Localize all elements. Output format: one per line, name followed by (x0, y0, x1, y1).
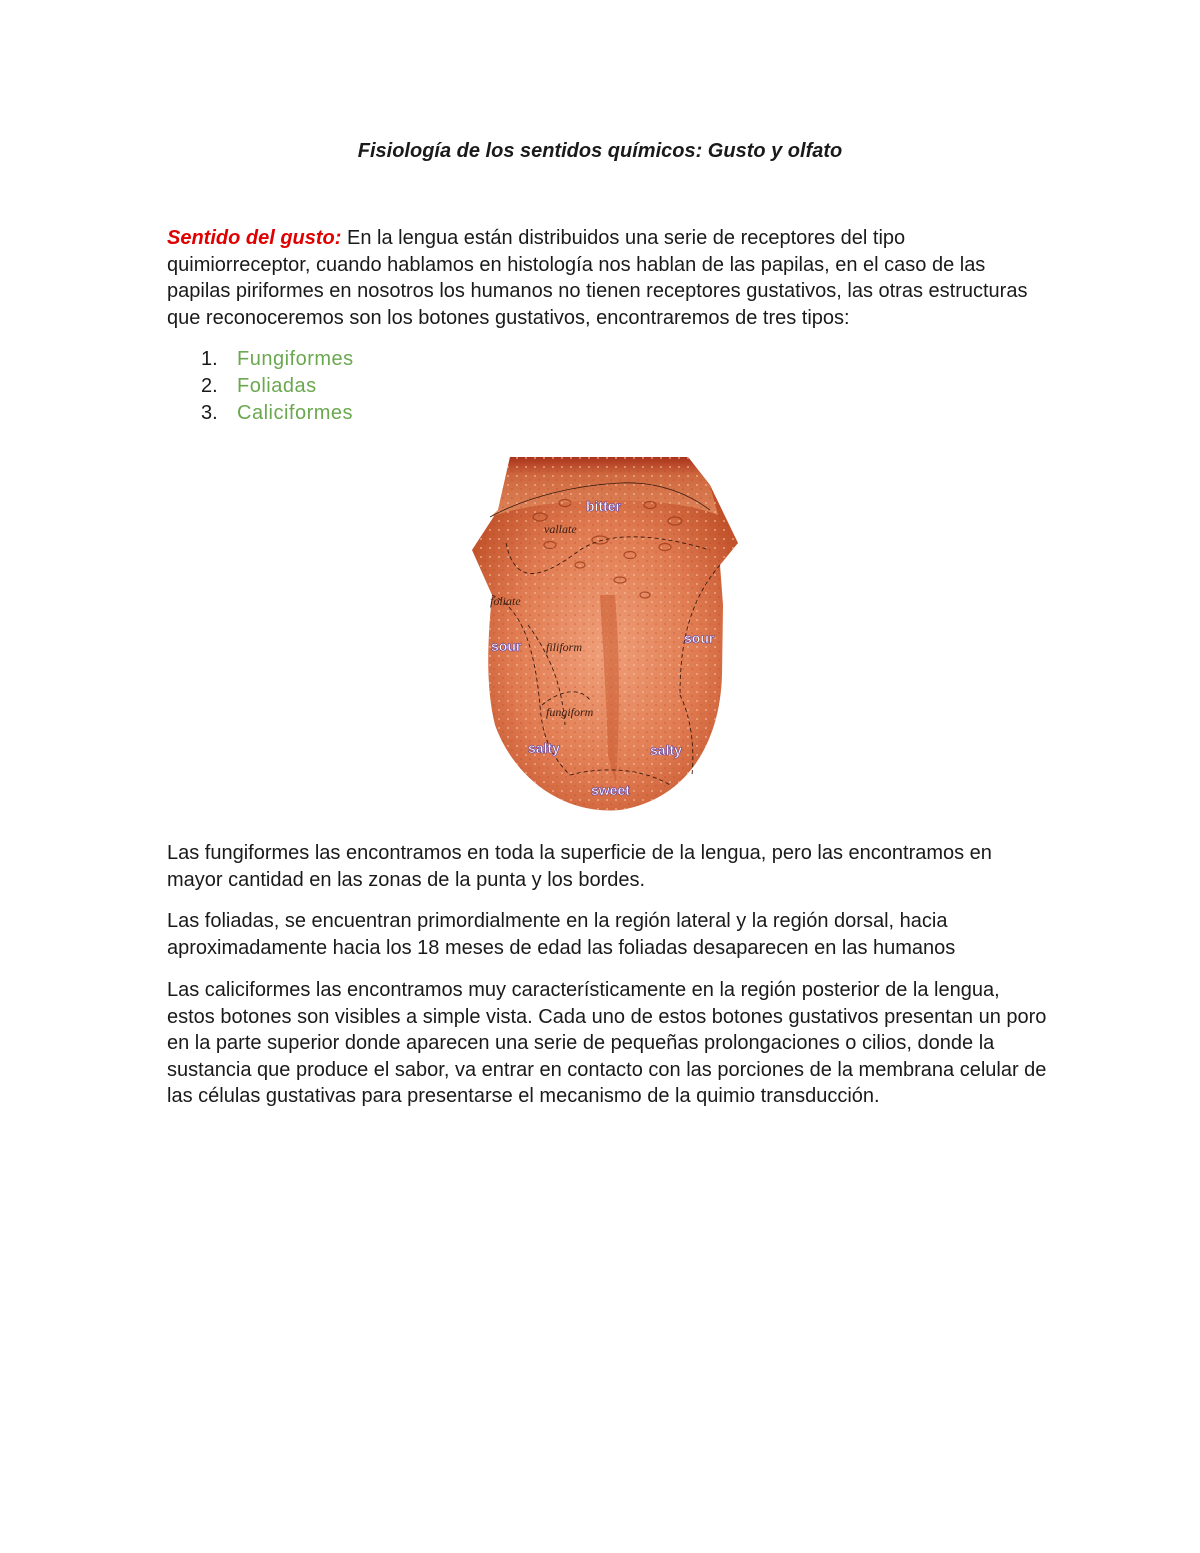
list-item (167, 373, 354, 400)
label-salty-left: salty (528, 740, 560, 756)
section-heading-gusto: Sentido del gusto: (167, 227, 342, 249)
label-foliate: foliate (490, 594, 521, 608)
papilla-type-list (167, 346, 354, 426)
list-number: 1. (201, 348, 218, 370)
label-bitter: bitter (586, 498, 621, 514)
list-item-foliadas: Foliadas (237, 374, 317, 397)
list-item-fungiformes: Fungiformes (237, 348, 354, 370)
tongue-illustration (470, 455, 742, 817)
paragraph-foliadas: Las foliadas, se encuentran primordialmente en la región lateral y la región dorsal, hacia aproximadamente hacia los 18 meses de edad las foliadas desaparecen en las humanos (167, 910, 956, 959)
label-sour-right: sour (684, 630, 715, 646)
paragraph-caliciformes: Las caliciformes las encontramos muy característicamente en la región posterior de la lengua, estos botones son visibles a simple vista. Cada uno de estos botones gustativos presentan un poro en la parte superior donde aparecen una serie de pequeñas prolongaciones o cilios, donde la sustancia que produce el sabor, va entrar en contacto con las porciones de la membrana celular de las células gustativas para presentarse el mecanismo de la quimio transducción. (167, 979, 1047, 1107)
label-filiform: filiform (546, 640, 583, 654)
label-sweet: sweet (591, 782, 630, 798)
document-title: Fisiología de los sentidos químicos: Gusto y olfato (357, 140, 843, 162)
tongue-taste-map-figure (470, 455, 742, 817)
list-item (167, 346, 354, 373)
label-fungiform: fungiform (546, 705, 594, 719)
list-number: 3. (201, 401, 218, 424)
label-vallate: vallate (544, 522, 577, 536)
list-number: 2. (201, 374, 218, 397)
paragraph-fungiformes: Las fungiformes las encontramos en toda la superficie de la lengua, pero las encontramos en mayor cantidad en las zonas de la punta y los bordes. (167, 842, 992, 891)
intro-text: En la lengua están distribuidos una serie de receptores del tipo quimiorreceptor, cuando hablamos en histología nos hablan de las papilas, en el caso de las papilas piriformes en nosotros los humanos no tienen receptores gustativos, las otras estructuras que reconoceremos son los botones gustativos, encontraremos de tres tipos: (167, 227, 1028, 329)
list-item (167, 400, 354, 427)
intro-paragraph (167, 225, 1047, 331)
label-sour-left: sour (491, 638, 522, 654)
label-salty-right: salty (650, 742, 682, 758)
list-item-caliciformes: Caliciformes (237, 401, 354, 424)
